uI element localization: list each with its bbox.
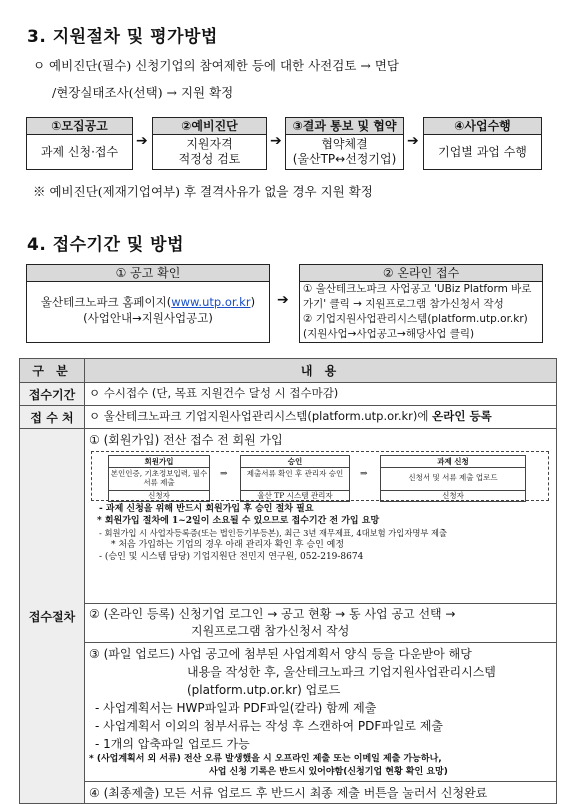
arrow-icon: ➔ [270, 133, 282, 149]
box2-line: (지원사업→사업공고→해당사업 클릭) [303, 328, 475, 340]
box2-line: 가기' 클릭 → 지원프로그램 참가신청서 작성 [303, 298, 504, 310]
box1-text-end: ) [250, 295, 256, 309]
step-box-4 [423, 117, 542, 170]
note-2: * 회원가입 절차에 1~2일이 소요될 수 있으므로 접수기간 전 가입 요망 [97, 516, 380, 526]
step3-line2: 내용을 작성한 후, 울산테크노파크 기업지원사업관리시스템 [187, 665, 496, 679]
row-label-procedure: 접수절차 [20, 429, 85, 804]
mini-body: 본인인증, 기초정보입력, 필수서류 제출 [110, 469, 208, 487]
step2-line1: ② (온라인 등록) 신청기업 로그인 → 공고 현황 → 동 사업 공고 선택 → [89, 607, 456, 621]
step-head: ①모집공고 [27, 118, 132, 135]
step-box-2 [152, 117, 267, 170]
step-head: ③결과 통보 및 협약 [286, 118, 403, 135]
step-box-1 [26, 117, 133, 170]
box1-text: 울산테크노파크 홈페이지( [40, 295, 172, 309]
step-body-2: (울산TP↔선정기업) [292, 152, 397, 166]
mini-foot: 울산 TP 시스템 관리자 [241, 490, 349, 501]
box2-line: ① 울산테크노파크 사업공고 'UBiz Platform 바로 [303, 283, 532, 295]
note-1: - 과제 신청을 위해 반드시 회원가입 후 승인 절차 필요 [99, 504, 314, 514]
note-3: - 회원가입 시 사업자등록증(또는 법인등기부등본), 최근 3년 재무제표, 4대보험 가입자명부 제출 [99, 528, 448, 538]
box1-head: ① 공고 확인 [27, 265, 269, 282]
step3-line1: ③ (파일 업로드) 사업 공고에 첨부된 사업계획서 양식 등을 다운받아 해당 [89, 647, 472, 661]
step-body-1: 지원자격 [186, 137, 233, 151]
procedure-step-1 [85, 429, 557, 604]
place-text: ㅇ 울산테크노파크 기업지원사업관리시스템(platform.utp.or.kr)에 [89, 409, 433, 423]
signup-flow [91, 451, 549, 501]
apply-box-1 [26, 264, 270, 343]
box2-line: ② 기업지원사업관리시스템(platform.utp.or.kr) [303, 313, 528, 325]
col-header-category: 구 분 [20, 359, 85, 383]
arrow-icon: ➔ [407, 133, 419, 149]
arrow-icon: ➔ [277, 292, 289, 308]
step-body: 과제 신청·접수 [40, 145, 119, 159]
col-header-content: 내 용 [85, 359, 557, 383]
box2-head: ② 온라인 접수 [300, 265, 542, 282]
step3-bullet: - 사업계획서는 HWP파일과 PDF파일(칼라) 함께 제출 [95, 701, 377, 715]
step3-bullet: - 사업계획서 이외의 첨부서류는 작성 후 스캔하여 PDF파일로 제출 [95, 719, 444, 733]
step-head: ④사업수행 [424, 118, 541, 135]
warning-1: * (사업계획서 외 서류) 전산 오류 발생했을 시 오프라인 제출 또는 이메일 제출 가능하나, [89, 754, 442, 764]
arrow-icon: ⇒ [220, 469, 228, 479]
homepage-link[interactable]: www.utp.or.kr [171, 295, 251, 309]
mini-body: 제출서류 확인 후 관리자 승인 [246, 469, 344, 478]
section3-title: 3. 지원절차 및 평가방법 [27, 27, 218, 47]
step-body-2: 적정성 검토 [178, 152, 241, 166]
mini-foot: 신청자 [109, 490, 209, 501]
step-head: ②예비진단 [153, 118, 266, 135]
s3-line2: /현장실태조사(선택) → 지원 확정 [52, 85, 234, 100]
mini-box-apply [380, 455, 526, 502]
note-4: * 처음 가입하는 기업의 경우 아래 관리자 확인 후 승인 예정 [111, 540, 345, 550]
step-box-3 [285, 117, 404, 170]
section4-title: 4. 접수기간 및 방법 [27, 235, 184, 255]
mini-box-signup [108, 455, 210, 502]
application-table [19, 358, 557, 804]
step-body-1: 협약체결 [321, 137, 368, 151]
mini-body: 신청서 및 서류 제출 업로드 [408, 473, 498, 482]
mini-box-approve [240, 455, 350, 502]
arrow-icon: ⇒ [360, 469, 368, 479]
apply-box-2 [299, 264, 543, 343]
step-body: 기업별 과업 수행 [438, 145, 527, 159]
place-bold: 온라인 등록 [432, 409, 492, 423]
row-label-period: 접수기간 [20, 383, 85, 406]
step3-line3: (platform.utp.or.kr) 업로드 [187, 683, 341, 697]
step2-line2: 지원프로그램 참가신청서 작성 [191, 624, 350, 638]
procedure-step-2 [85, 604, 557, 643]
step3-bullet: - 1개의 압축파일 업로드 가능 [95, 737, 250, 751]
row-label-place: 접 수 처 [20, 406, 85, 429]
step1-title: ① (회원가입) 전산 접수 전 회원 가입 [89, 433, 283, 447]
s3-line1: ㅇ 예비진단(필수) 신청기업의 참여제한 등에 대한 사전검토 → 면담 [33, 58, 399, 73]
period-text: ㅇ 수시접수 (단, 목표 지원건수 달성 시 접수마감) [85, 383, 557, 406]
mini-head: 회원가입 [109, 456, 209, 468]
procedure-step-4: ④ (최종제출) 모든 서류 업로드 후 반드시 최종 제출 버튼을 눌러서 신청완료 [85, 782, 557, 804]
box1-line2: (사업안내→지원사업공고) [83, 311, 213, 325]
note-5: - (승인 및 시스템 담당) 기업지원단 전민지 연구원, 052-219-8674 [99, 552, 364, 562]
arrow-icon: ➔ [136, 133, 148, 149]
mini-head: 승인 [241, 456, 349, 468]
mini-head: 과제 신청 [381, 456, 525, 468]
mini-foot: 신청자 [381, 490, 525, 501]
warning-2: 사업 신청 기록은 반드시 있어야함(신청기업 현황 확인 요망) [209, 767, 448, 777]
procedure-step-3 [85, 643, 557, 782]
s3-note: ※ 예비진단(제재기업여부) 후 결격사유가 없을 경우 지원 확정 [33, 184, 373, 199]
